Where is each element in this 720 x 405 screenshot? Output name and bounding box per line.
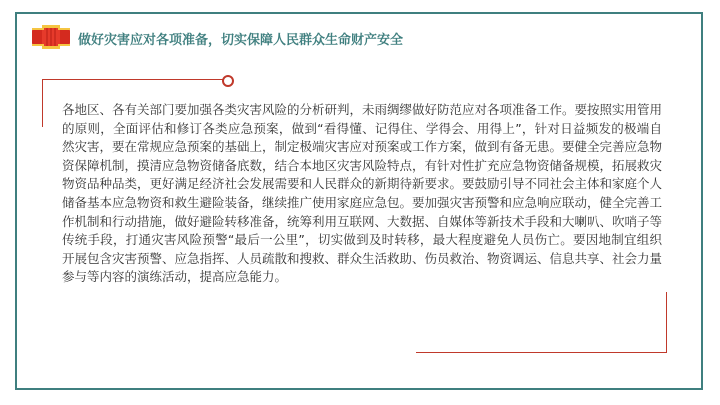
decoration-dot xyxy=(222,75,234,87)
red-lantern-icon xyxy=(30,22,72,52)
decoration-line-top xyxy=(42,79,226,80)
decoration-line-left xyxy=(42,79,43,127)
decoration-line-bottom xyxy=(416,352,667,353)
decoration-line-right xyxy=(666,292,667,352)
page-title: 做好灾害应对各项准备，切实保障人民群众生命财产安全 xyxy=(78,33,404,48)
body-paragraph: 各地区、各有关部门要加强各类灾害风险的分析研判，未雨绸缪做好防范应对各项准备工作。要按照实用管用的原则，全面评估和修订各类应急预案，做到“看得懂、记得住、学得会、用得上”，针对日益频发的极端自然灾害，要在常规应急预案的基础上，制定极端灾害应对预案或工作方案，做到有备无患。要健全完善应急物资保障机制，摸清应急物资储备底数，结合本地区灾害风险特点，有针对性扩充应急物资储备规模，拓展救灾物资品种品类，更好满足经济社会发展需要和人民群众的新期待新要求。要鼓励引导不同社会主体和家庭个人储备基本应急物资和救生避险装备，继续推广使用家庭应急包。要加强灾害预警和应急响应联动，健全完善工作机制和行动措施，做好避险转移准备，统筹利用互联网、大数据、自媒体等新技术手段和大喇叭、吹哨子等传统手段，打通灾害风险预警“最后一公里”，切实做到及时转移，最大程度避免人员伤亡。要因地制宜组织开展包含灾害预警、应急指挥、人员疏散和搜救、群众生活救助、伤员救治、物资调运、信息共享、社会力量参与等内容的演练活动，提高应急能力。 xyxy=(62,102,663,285)
